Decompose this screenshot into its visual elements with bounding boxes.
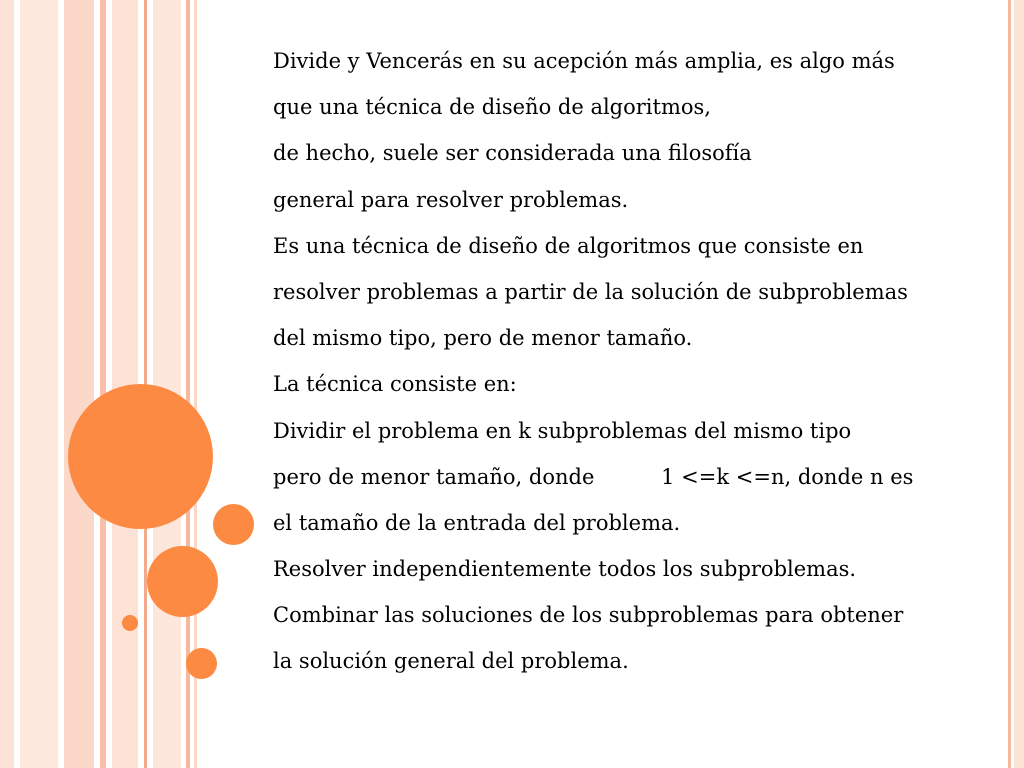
decorative-stripe <box>0 0 14 768</box>
text-line: que una técnica de diseño de algoritmos, <box>273 95 711 120</box>
slide-body-text <box>273 38 993 685</box>
decorative-circle-large <box>68 384 213 529</box>
decorative-stripe <box>100 0 106 768</box>
text-line: el tamaño de la entrada del problema. <box>273 510 681 535</box>
text-line: Es una técnica de diseño de algoritmos que consiste en <box>273 233 864 258</box>
text-line: La técnica consiste en: <box>273 372 517 397</box>
text-line: Resolver independientemente todos los subproblemas. <box>273 557 857 582</box>
decorative-circle-medium <box>147 546 218 617</box>
text-line: Dividir el problema en k subproblemas del mismo tipo <box>273 418 852 443</box>
decorative-circle-dot <box>122 615 138 631</box>
decorative-circle-small <box>186 648 217 679</box>
decorative-stripe-right <box>1014 0 1024 768</box>
text-line: general para resolver problemas. <box>273 187 629 212</box>
text-line: de hecho, suele ser considerada una filosofía <box>273 141 752 166</box>
text-line: la solución general del problema. <box>273 649 629 674</box>
text-line: Divide y Vencerás en su acepción más amplia, es algo más <box>273 49 895 73</box>
decorative-stripe <box>20 0 58 768</box>
text-line: pero de menor tamaño, donde 1 <=k <=n, donde n es <box>273 464 914 489</box>
decorative-circle-small <box>213 504 254 545</box>
decorative-stripe <box>64 0 94 768</box>
text-line: resolver problemas a partir de la solución de subproblemas <box>273 279 908 304</box>
decorative-stripe <box>153 0 181 768</box>
text-line: del mismo tipo, pero de menor tamaño. <box>273 326 693 351</box>
decorative-stripe-right <box>1008 0 1011 768</box>
text-line: Combinar las soluciones de los subproblemas para obtener <box>273 603 904 628</box>
